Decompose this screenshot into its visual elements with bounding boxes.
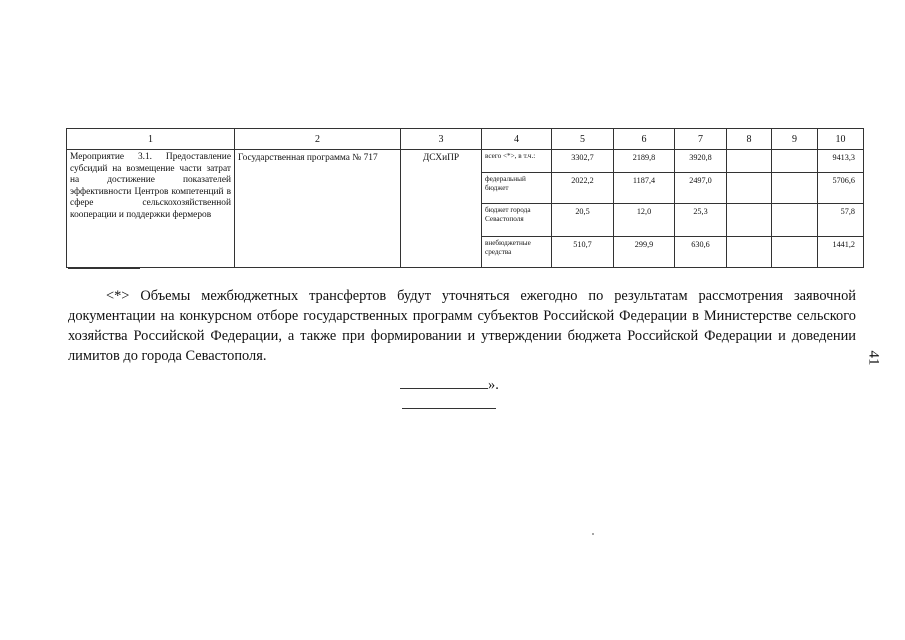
total-cell: 5706,6 [818,173,864,204]
total-cell: 1441,2 [818,237,864,268]
budget-table [66,128,864,268]
table-header-row [67,129,864,150]
value-cell: 2497,0 [675,173,727,204]
header-cell: 1 [67,129,235,150]
total-cell: 9413,3 [818,150,864,173]
header-cell: 3 [401,129,482,150]
value-cell: 299,9 [614,237,675,268]
page-number: 41 [865,350,882,366]
value-cell [772,150,818,173]
value-cell: 12,0 [614,204,675,237]
value-cell [727,173,772,204]
funding-source-cell: всего <*>, в т.ч.: [482,150,552,173]
event-description: Мероприятие 3.1. Предоставление субсидий на возмещение части затрат на достижение показателей эффективности Центров компетенций в сфере сельскохозяйственной кооперации и поддержки фермеров [70,152,231,220]
value-cell [727,204,772,237]
header-cell: 2 [235,129,401,150]
value-cell: 1187,4 [614,173,675,204]
header-cell: 10 [818,129,864,150]
value-cell: 3302,7 [552,150,614,173]
value-cell: 3920,8 [675,150,727,173]
funding-source-cell: федеральный бюджет [482,173,552,204]
footnote-paragraph [68,286,856,366]
closing-line [400,376,499,394]
program-cell: Государственная программа № 717 [235,150,401,268]
value-cell: 20,5 [552,204,614,237]
value-cell [772,173,818,204]
closing-separator [402,408,496,409]
funding-source-cell: бюджет города Севастополя [482,204,552,237]
value-cell [727,150,772,173]
value-cell: 2022,2 [552,173,614,204]
executor-cell: ДСХиПР [401,150,482,268]
header-cell: 7 [675,129,727,150]
value-cell [772,204,818,237]
header-cell: 6 [614,129,675,150]
event-cell [67,150,235,268]
value-cell: 630,6 [675,237,727,268]
value-cell: 2189,8 [614,150,675,173]
value-cell: 25,3 [675,204,727,237]
value-cell [727,237,772,268]
header-cell: 5 [552,129,614,150]
table-footnote-separator [68,268,140,269]
value-cell [772,237,818,268]
closing-quote-mark: ». [488,377,499,393]
header-cell: 8 [727,129,772,150]
header-cell: 9 [772,129,818,150]
value-cell: 510,7 [552,237,614,268]
scan-artifact [592,533,594,535]
table-row [67,150,864,173]
funding-source-cell: внебюджетные средства [482,237,552,268]
total-cell: 57,8 [818,204,864,237]
footnote-text: <*> Объемы межбюджетных трансфертов будут уточняться ежегодно по результатам рассмотрения заявочной документации на конкурсном отборе государственных программ субъектов Российской Федерации в Министерстве сельского хозяйства Российской Федерации, а также при формировании и утверждении бюджета Российской Федерации и доведении лимитов до города Севастополя. [68,288,856,364]
closing-blank-line [400,376,488,389]
header-cell: 4 [482,129,552,150]
